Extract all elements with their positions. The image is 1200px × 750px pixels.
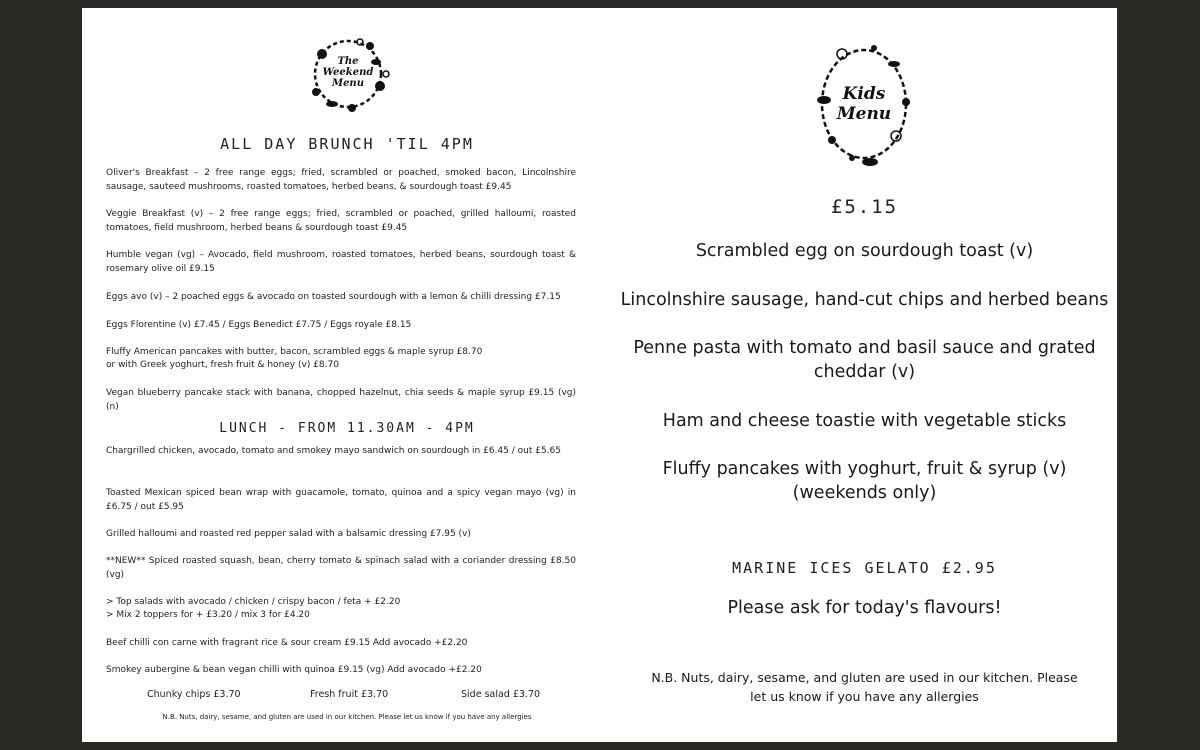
- kids-allergy-note: N.B. Nuts, dairy, sesame, and gluten are used in our kitchen. Please let us know if you have any allergies: [651, 670, 1078, 704]
- kids-logo-line-1: Kids: [842, 84, 886, 104]
- lunch-item-beef-chilli: Beef chilli con carne with fragrant rice & sour cream £9.15 Add avocado +£2.20: [106, 638, 468, 648]
- side-fresh-fruit: Fresh fruit £3.70: [310, 689, 389, 700]
- brunch-item-pancakes-alt: or with Greek yoghurt, fresh fruit & honey (v) £8.70: [106, 360, 339, 370]
- kids-item-penne-cont: cheddar (v): [813, 362, 916, 382]
- gelato-title: MARINE ICES GELATO £2.95: [732, 559, 997, 577]
- lunch-item-toppers: > Top salads with avocado / chicken / crispy bacon / feta + £2.20: [106, 597, 401, 607]
- side-salad: Side salad £3.70: [461, 689, 541, 700]
- brunch-item-pancakes: Fluffy American pancakes with butter, bacon, scrambled eggs & maple syrup £8.70: [106, 347, 483, 357]
- lunch-title: LUNCH - FROM 11.30AM - 4PM: [219, 421, 475, 436]
- lunch-item-chicken-sandwich: Chargrilled chicken, avocado, tomato and smokey mayo sandwich on sourdough in £6.45 / out £5.65: [106, 446, 561, 456]
- lunch-item-mexican-wrap: Toasted Mexican spiced bean wrap with guacamole, tomato, quinoa and a spicy vegan mayo (vg) in £6.75 / out £5.95: [106, 488, 576, 512]
- weekend-menu-logo: [302, 34, 394, 114]
- kids-item-scrambled-egg: Scrambled egg on sourdough toast (v): [695, 241, 1034, 261]
- kids-item-pancakes-cont: (weekends only): [792, 483, 937, 503]
- allergy-note: N.B. Nuts, dairy, sesame, and gluten are used in our kitchen. Please let us know if you have any allergies: [162, 713, 532, 721]
- lunch-item-vegan-chilli: Smokey aubergine & bean vegan chilli with quinoa £9.15 (vg) Add avocado +£2.20: [106, 665, 482, 675]
- kids-logo-line-2: Menu: [836, 104, 892, 124]
- logo-line-3: Menu: [332, 78, 364, 89]
- logo-line-2: Weekend: [322, 67, 374, 78]
- kids-item-penne: Penne pasta with tomato and basil sauce and grated: [633, 338, 1096, 358]
- brunch-item-olivers-breakfast: Oliver's Breakfast – 2 free range eggs; fried, scrambled or poached, smoked bacon, Lincolnshire sausage, sauteed mushrooms, roasted tomatoes, herbed beans, & sourdough toast £9.45: [106, 168, 576, 192]
- lunch-item-halloumi-salad: Grilled halloumi and roasted red pepper salad with a balsamic dressing £7.95 (v): [106, 529, 471, 539]
- gelato-note: Please ask for today's flavours!: [727, 598, 1002, 618]
- kids-item-pancakes: Fluffy pancakes with yoghurt, fruit & syrup (v): [662, 459, 1067, 479]
- kids-menu-logo: [812, 40, 916, 168]
- brunch-item-eggs-avo: Eggs avo (v) – 2 poached eggs & avocado on toasted sourdough with a lemon & chilli dressing £7.15: [106, 292, 561, 302]
- brunch-item-vegan-pancake: Vegan blueberry pancake stack with banana, chopped hazelnut, chia seeds & maple syrup £9.15 (vg) (n): [106, 388, 576, 412]
- brunch-item-humble-vegan: Humble vegan (vg) – Avocado, field mushroom, roasted tomatoes, herbed beans, sourdough toast & rosemary olive oil £9.15: [106, 250, 576, 274]
- kids-item-toastie: Ham and cheese toastie with vegetable sticks: [662, 411, 1067, 431]
- weekend-menu-panel: [82, 8, 612, 742]
- lunch-item-squash-salad: **NEW** Spiced roasted squash, bean, cherry tomato & spinach salad with a coriander dressing £8.50 (vg): [106, 556, 576, 580]
- lunch-item-toppers-mix: > Mix 2 toppers for + £3.20 / mix 3 for £4.20: [106, 610, 310, 620]
- kids-menu-panel: [612, 8, 1117, 742]
- brunch-item-veggie-breakfast: Veggie Breakfast (v) – 2 free range eggs; fried, scrambled or poached, grilled halloumi, roasted tomatoes, field mushroom, herbed beans & sourdough toast £9.45: [106, 209, 576, 233]
- brunch-item-eggs-variants: Eggs Florentine (v) £7.45 / Eggs Benedict £7.75 / Eggs royale £8.15: [106, 320, 412, 330]
- side-chunky-chips: Chunky chips £3.70: [147, 689, 241, 700]
- brunch-title: ALL DAY BRUNCH 'TIL 4PM: [220, 135, 474, 153]
- logo-line-1: The: [337, 56, 359, 67]
- menu-sheet: [82, 8, 1117, 742]
- kids-item-sausage: Lincolnshire sausage, hand-cut chips and herbed beans: [620, 290, 1109, 310]
- kids-price: £5.15: [830, 196, 899, 218]
